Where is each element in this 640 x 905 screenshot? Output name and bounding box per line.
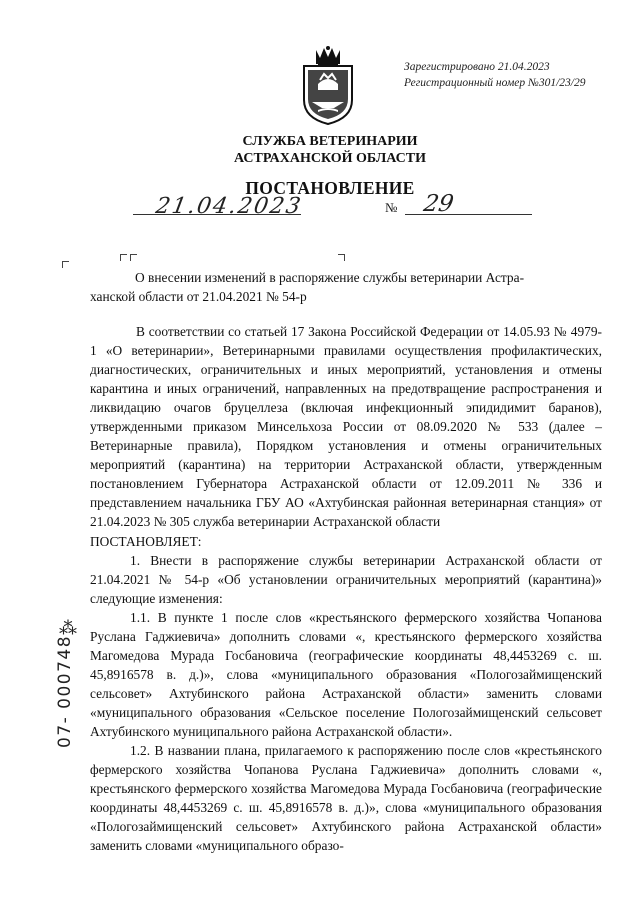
registration-number: Регистрационный номер №301/23/29 [404, 77, 586, 89]
subject-line2: ханской области от 21.04.2021 № 54-р [90, 289, 307, 304]
corner-mark [338, 254, 345, 261]
corner-mark [62, 261, 69, 268]
organization-name-line1: СЛУЖБА ВЕТЕРИНАРИИ [242, 134, 418, 149]
margin-stamp-number: 07- 000748 [55, 634, 75, 748]
corner-mark [130, 254, 137, 261]
date-underline [133, 214, 301, 215]
margin-mark: ⁂ [59, 618, 77, 638]
resolves-heading: ПОСТАНОВЛЯЕТ: [90, 533, 202, 549]
intro-paragraph: В соответствии со статьей 17 Закона Российской Федерации от 14.05.93 № 4979-1 «О ветеринарии», Ветеринарными правилами осуществления профилактических, диагностических, ограничительных и иных мероприятий, установления и отмены карантина и иных ограничений, направленных на предотвращение распространения и ликвидацию очагов бруцеллеза (включая инфекционный эпидидимит баранов), утвержденными приказом Минсельхоза России от 08.09.2020 № 533 (далее – Ветеринарные правила), Порядком установления и отмены ограничительных мероприятий (карантина) на территории Астраханской области, утвержденным постановлением Губернатора Астраханской области от 12.09.2011 № 336 и представлением начальника ГБУ АО «Ахтубинская районная ветеринарная станция» от 21.04.2023 № 305 служба ветеринарии Астраханской области [90, 324, 602, 530]
document-title: ПОСТАНОВЛЕНИЕ [245, 178, 415, 198]
item-1-2-paragraph: 1.2. В названии плана, прилагаемого к распоряжению после слов «крестьянского фермерского хозяйства Чопанова Руслана Гаджиевича» дополнить словами «, крестьянского фермерского хозяйства Магомедова Мурада Госбановича (географические координаты 48,4453269 с. ш. 45,8916578 в. д.)», слова «муниципального образования «Пологозаймищенский сельсовет» Ахтубинского района Астраханской области» заменить словами «муниципального образо- [90, 743, 602, 854]
document-subject [90, 268, 600, 306]
item-1-paragraph: 1. Внести в распоряжение службы ветеринарии Астраханской области от 21.04.2021 № 54-р «Об установлении ограничительных мероприятий (карантина)» следующие изменения: [90, 552, 602, 606]
corner-mark [120, 254, 127, 261]
handwritten-number: 29 [421, 191, 456, 217]
handwritten-date: 21.04.2023 [153, 194, 305, 219]
coat-of-arms-emblem [298, 44, 358, 126]
registration-date: Зарегистрировано 21.04.2023 [404, 61, 550, 73]
item-1-1-paragraph: 1.1. В пункте 1 после слов «крестьянского фермерского хозяйства Чопанова Руслана Гаджиевича» дополнить словами «, крестьянского фермерского хозяйства Магомедова Мурада Госбановича (географические координаты 48,4453269 с. ш. 45,8916578 в. д.)», слова «муниципального образования «Пологозаймищенский сельсовет» Ахтубинского района Астраханской области» заменить словами «муниципального образования «Сельское поселение Пологозаймищенский сельсовет Ахтубинского муниципального района Астраханской области». [90, 609, 602, 739]
organization-name-line2: АСТРАХАНСКОЙ ОБЛАСТИ [233, 151, 426, 166]
subject-line1: О внесении изменений в распоряжение службы ветеринарии Астра- [135, 270, 525, 285]
number-label: № [385, 200, 398, 215]
document-body [90, 322, 602, 855]
registration-note [404, 59, 586, 91]
number-underline [405, 214, 532, 215]
